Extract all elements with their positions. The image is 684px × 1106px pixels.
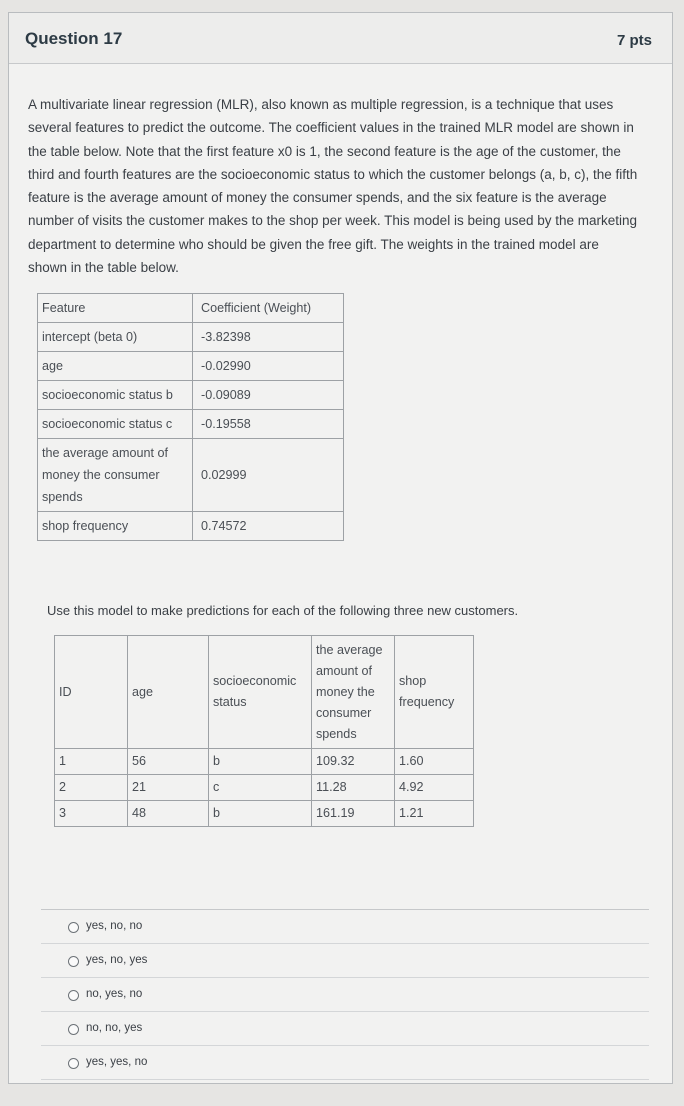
radio-button[interactable] <box>68 990 79 1001</box>
age-cell: 48 <box>128 801 209 827</box>
header-money: the average amount of money the consumer spends <box>312 636 395 749</box>
answer-option[interactable] <box>41 944 649 978</box>
question-points: 7 pts <box>616 32 652 49</box>
answer-label[interactable]: yes, no, no <box>86 920 143 932</box>
id-cell: 1 <box>55 749 128 775</box>
answer-option[interactable] <box>41 1046 649 1080</box>
answer-label[interactable]: no, yes, no <box>86 988 143 1000</box>
feature-cell: intercept (beta 0) <box>38 323 193 352</box>
answer-options <box>41 909 649 1080</box>
weight-cell: 0.74572 <box>193 512 344 541</box>
radio-button[interactable] <box>68 1058 79 1069</box>
feature-cell: age <box>38 352 193 381</box>
weight-cell: -0.09089 <box>193 381 344 410</box>
question-header <box>9 13 672 64</box>
answer-label[interactable]: yes, yes, no <box>86 1056 148 1068</box>
radio-button[interactable] <box>68 956 79 967</box>
header-feature: Feature <box>38 294 193 323</box>
coefficient-table <box>37 293 344 541</box>
feature-cell: shop frequency <box>38 512 193 541</box>
table-row <box>55 749 474 775</box>
id-cell: 3 <box>55 801 128 827</box>
money-cell: 11.28 <box>312 775 395 801</box>
customer-table <box>54 635 474 827</box>
table-row <box>55 801 474 827</box>
table-row <box>38 381 344 410</box>
money-cell: 161.19 <box>312 801 395 827</box>
header-status: socioeconomic status <box>209 636 312 749</box>
status-cell: b <box>209 749 312 775</box>
answer-label[interactable]: yes, no, yes <box>86 954 148 966</box>
table-header-row <box>38 294 344 323</box>
instruction-text: Use this model to make predictions for each of the following three new customers. <box>47 603 519 618</box>
weight-cell: -3.82398 <box>193 323 344 352</box>
age-cell: 21 <box>128 775 209 801</box>
radio-button[interactable] <box>68 922 79 933</box>
table-row <box>55 775 474 801</box>
feature-cell: the average amount of money the consumer spends <box>38 439 193 512</box>
answer-option[interactable] <box>41 910 649 944</box>
table-row <box>38 352 344 381</box>
radio-button[interactable] <box>68 1024 79 1035</box>
weight-cell: -0.02990 <box>193 352 344 381</box>
weight-cell: -0.19558 <box>193 410 344 439</box>
status-cell: c <box>209 775 312 801</box>
answer-label[interactable]: no, no, yes <box>86 1022 143 1034</box>
table-header-row <box>55 636 474 749</box>
status-cell: b <box>209 801 312 827</box>
answer-option[interactable] <box>41 978 649 1012</box>
id-cell: 2 <box>55 775 128 801</box>
feature-cell: socioeconomic status c <box>38 410 193 439</box>
table-row <box>38 410 344 439</box>
weight-cell: 0.02999 <box>193 439 344 512</box>
frequency-cell: 4.92 <box>395 775 474 801</box>
answer-option[interactable] <box>41 1012 649 1046</box>
header-id: ID <box>55 636 128 749</box>
question-prompt: A multivariate linear regression (MLR), also known as multiple regression, is a technique that uses several features to predict the outcome. The coefficient values in the trained MLR model are shown in the table below. Note that the first feature x0 is 1, the second feature is the age of the customer, the third and fourth features are the socioeconomic status to which the customer belongs (a, b, c), the fifth feature is the average amount of money the consumer spends, and the six feature is the average number of visits the customer makes to the shop per week. This model is being used by the marketing department to determine who should be given the free gift. The weights in the trained model are shown in the table below. <box>28 97 638 276</box>
feature-cell: socioeconomic status b <box>38 381 193 410</box>
header-frequency: shop frequency <box>395 636 474 749</box>
header-weight: Coefficient (Weight) <box>193 294 344 323</box>
table-row <box>38 512 344 541</box>
table-row <box>38 439 344 512</box>
money-cell: 109.32 <box>312 749 395 775</box>
question-panel <box>8 12 673 1084</box>
header-age: age <box>128 636 209 749</box>
age-cell: 56 <box>128 749 209 775</box>
table-row <box>38 323 344 352</box>
frequency-cell: 1.60 <box>395 749 474 775</box>
frequency-cell: 1.21 <box>395 801 474 827</box>
question-title: Question 17 <box>25 29 123 48</box>
